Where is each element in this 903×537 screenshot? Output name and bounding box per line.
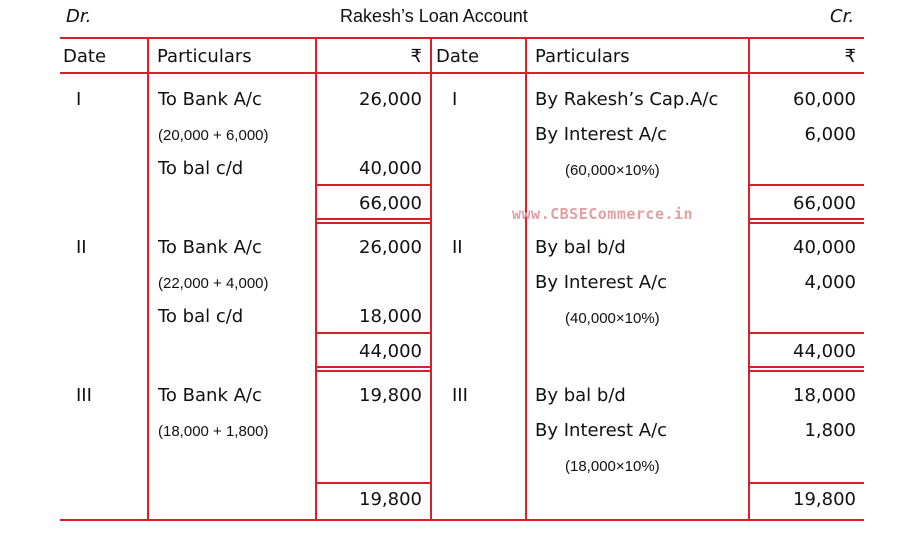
debit-amount: 18,000	[359, 306, 422, 327]
col-divider-4	[525, 37, 527, 521]
debit-particular: To bal c/d	[158, 158, 244, 179]
total-rule	[315, 222, 432, 224]
credit-particular: By bal b/d	[535, 385, 626, 406]
year-label: III	[76, 385, 92, 406]
credit-particular: By Interest A/c	[535, 420, 668, 441]
credit-particular: By Interest A/c	[535, 272, 668, 293]
column-header-date: Date	[436, 46, 480, 67]
column-header-date: Date	[63, 46, 107, 67]
credit-particular: By bal b/d	[535, 237, 626, 258]
year-label: II	[452, 237, 463, 258]
year-label: I	[76, 89, 82, 110]
credit-note: (18,000×10%)	[565, 458, 660, 475]
debit-note: (22,000 + 4,000)	[158, 275, 269, 292]
debit-total: 66,000	[359, 193, 422, 214]
total-rule	[315, 184, 432, 186]
debit-amount: 19,800	[359, 385, 422, 406]
credit-total: 44,000	[793, 341, 856, 362]
column-header-amount: ₹	[410, 46, 422, 67]
credit-particular: By Rakesh’s Cap.A/c	[535, 89, 719, 110]
column-header-particulars: Particulars	[535, 46, 630, 67]
total-rule	[748, 370, 864, 372]
column-header-particulars: Particulars	[157, 46, 252, 67]
debit-amount: 26,000	[359, 89, 422, 110]
credit-particular: By Interest A/c	[535, 124, 668, 145]
debit-amount: 40,000	[359, 158, 422, 179]
credit-label: Cr.	[830, 6, 855, 27]
total-rule	[315, 482, 432, 484]
total-rule	[748, 332, 864, 334]
debit-total: 44,000	[359, 341, 422, 362]
credit-total: 19,800	[793, 489, 856, 510]
debit-note: (18,000 + 1,800)	[158, 423, 269, 440]
debit-particular: To Bank A/c	[158, 237, 262, 258]
debit-particular: To Bank A/c	[158, 385, 262, 406]
total-rule	[748, 222, 864, 224]
column-header-amount: ₹	[844, 46, 856, 67]
debit-note: (20,000 + 6,000)	[158, 127, 269, 144]
total-rule	[315, 332, 432, 334]
account-title: Rakesh’s Loan Account	[340, 6, 528, 26]
debit-amount: 26,000	[359, 237, 422, 258]
credit-amount: 18,000	[793, 385, 856, 406]
total-rule	[748, 482, 864, 484]
credit-total: 66,000	[793, 193, 856, 214]
credit-amount: 4,000	[804, 272, 856, 293]
col-divider-3	[430, 37, 432, 521]
total-rule	[315, 370, 432, 372]
debit-particular: To Bank A/c	[158, 89, 262, 110]
credit-note: (60,000×10%)	[565, 162, 660, 179]
credit-amount: 40,000	[793, 237, 856, 258]
year-label: II	[76, 237, 87, 258]
credit-amount: 1,800	[804, 420, 856, 441]
total-rule	[315, 218, 432, 220]
table-top-rule	[60, 37, 864, 39]
table-bottom-rule	[60, 519, 864, 521]
header-bottom-rule	[60, 72, 864, 74]
debit-particular: To bal c/d	[158, 306, 244, 327]
debit-label: Dr.	[66, 6, 92, 27]
year-label: I	[452, 89, 458, 110]
total-rule	[748, 184, 864, 186]
credit-note: (40,000×10%)	[565, 310, 660, 327]
watermark: www.CBSECommerce.in	[512, 205, 694, 223]
year-label: III	[452, 385, 468, 406]
total-rule	[748, 218, 864, 220]
total-rule	[315, 366, 432, 368]
total-rule	[748, 366, 864, 368]
col-divider-1	[147, 37, 149, 521]
credit-amount: 6,000	[804, 124, 856, 145]
debit-total: 19,800	[359, 489, 422, 510]
credit-amount: 60,000	[793, 89, 856, 110]
